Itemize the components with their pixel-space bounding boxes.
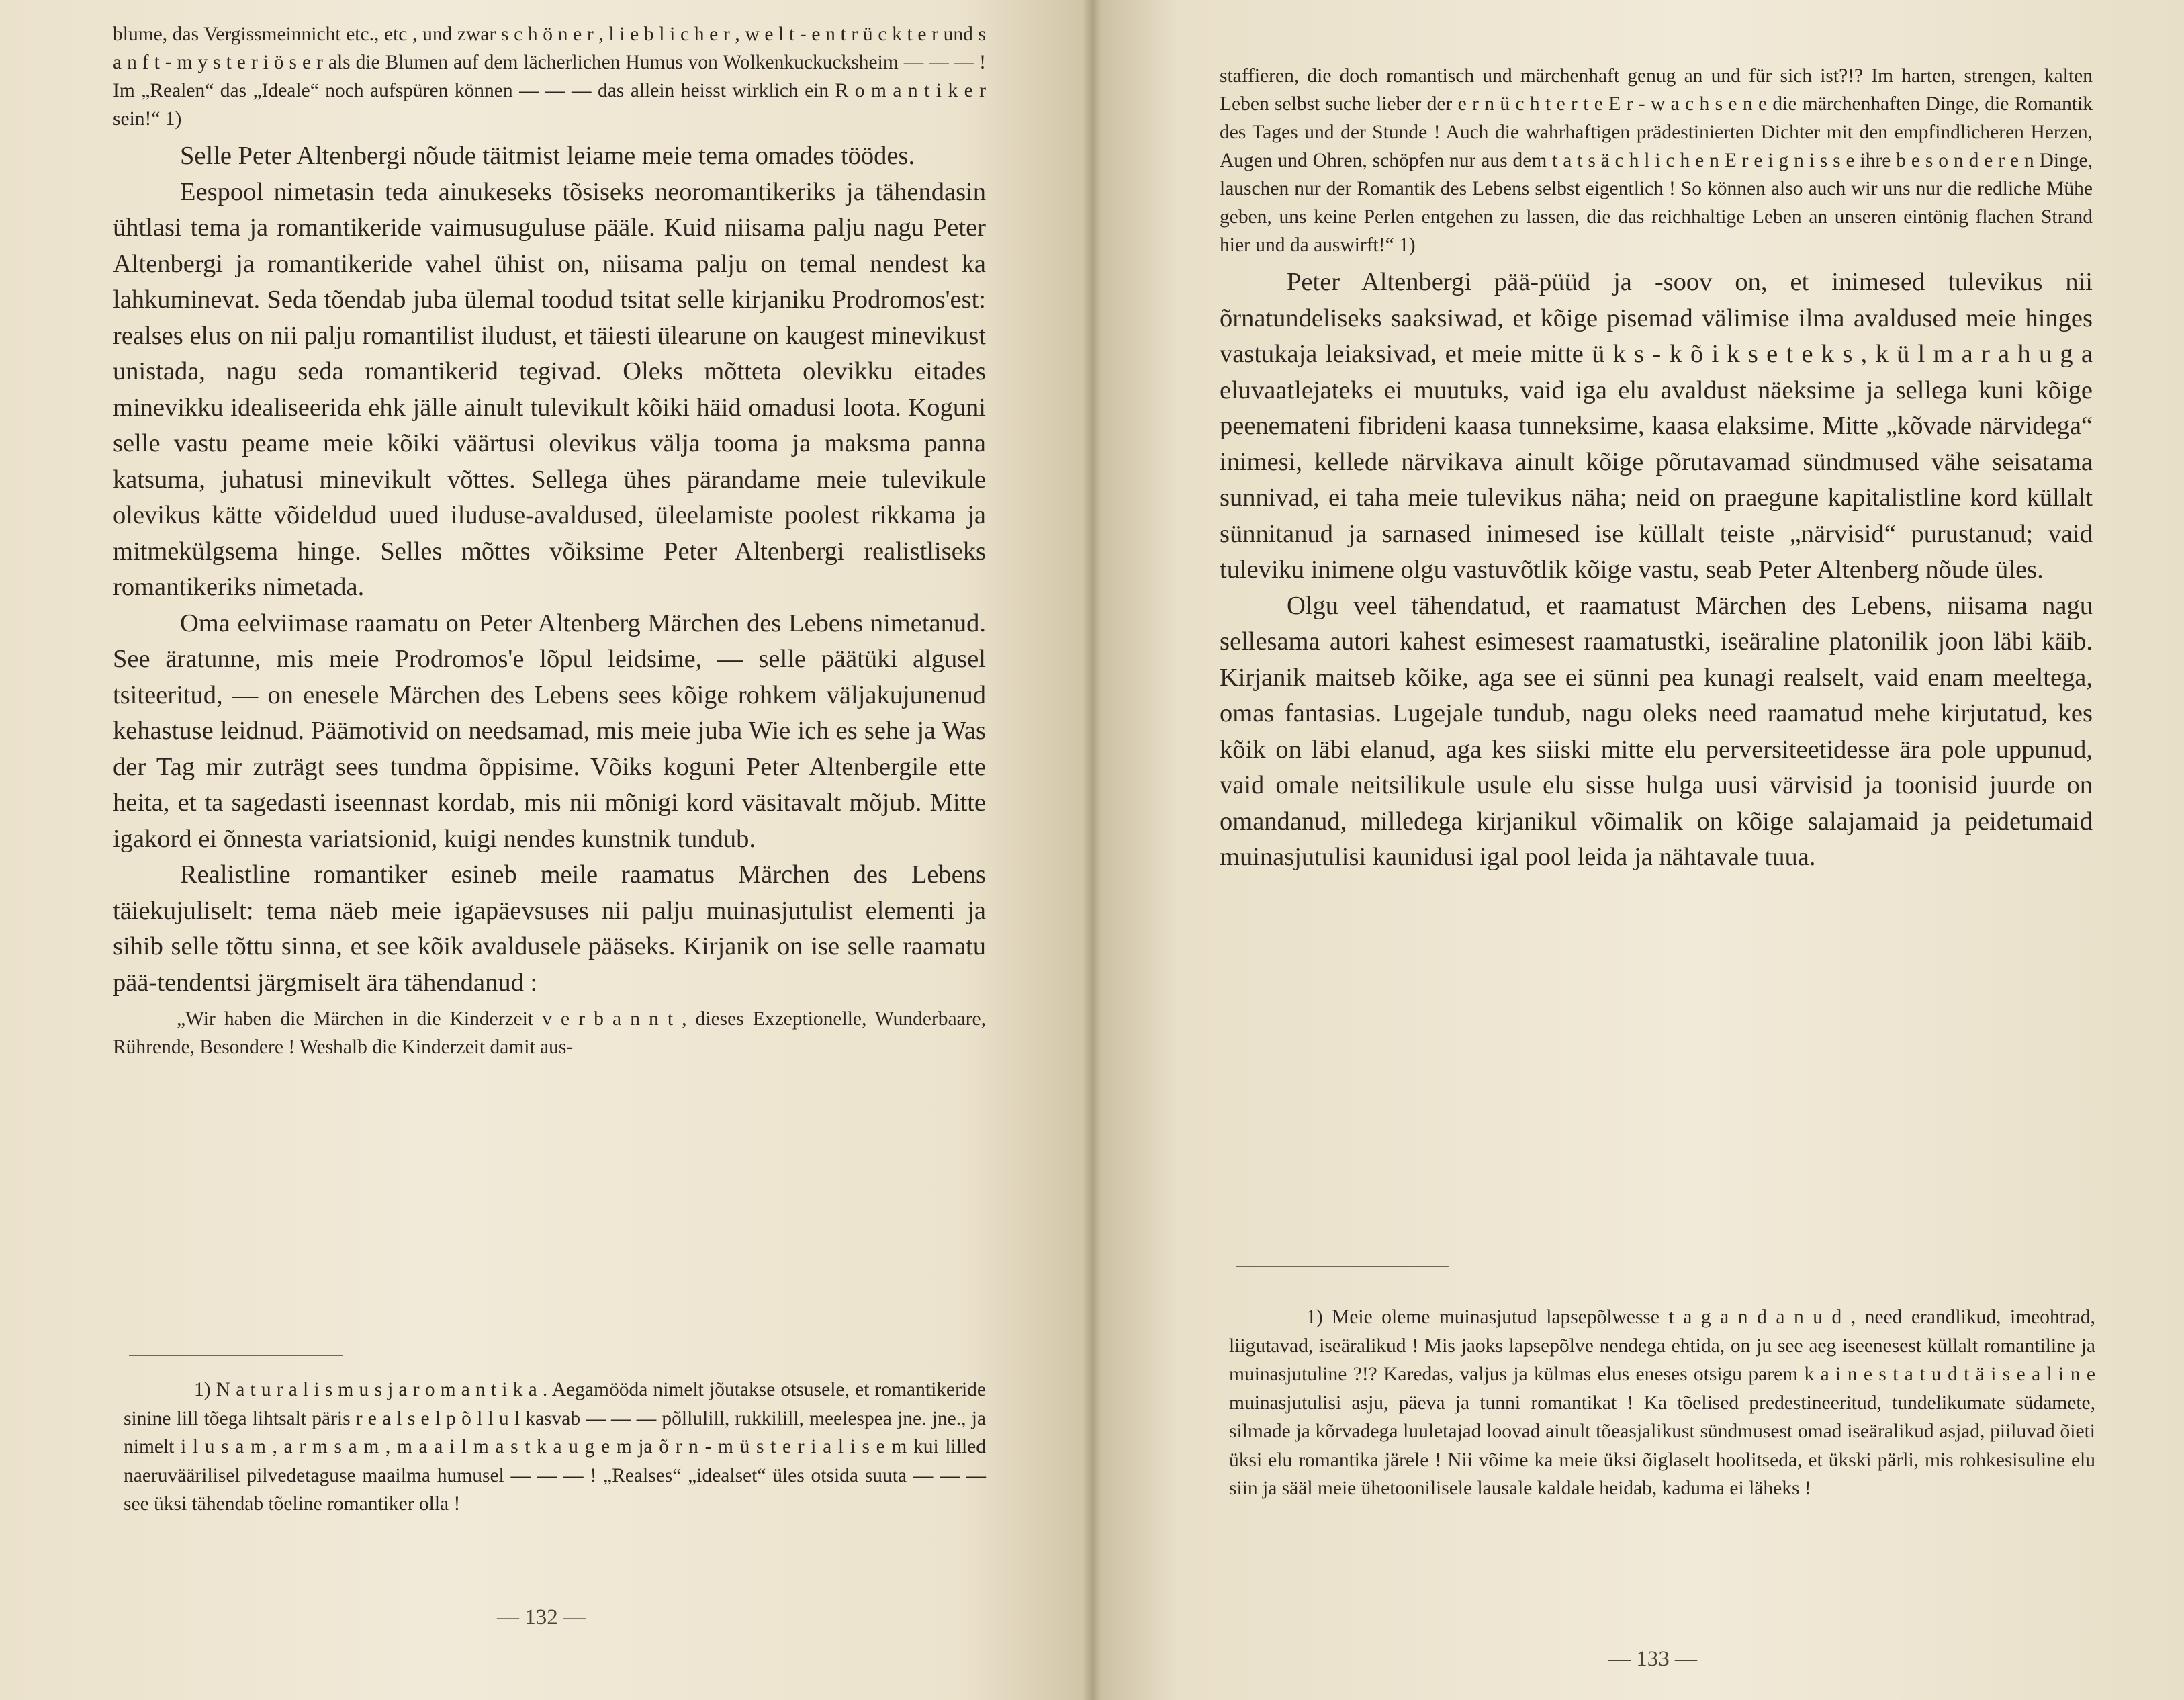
block-quote: „Wir haben die Märchen in die Kinderzeit v e r b a n n t , dieses Exzeptionelle, Wunderbaare, Rührende, Besondere ! Weshalb die Kinderzeit damit aus- bbox=[113, 1008, 986, 1058]
book-gutter bbox=[1083, 0, 1101, 1700]
right-text-column bbox=[1220, 62, 2093, 876]
page-number: — 132 — bbox=[497, 1605, 586, 1629]
footnote-rule bbox=[129, 1355, 343, 1356]
footnote: 1) Meie oleme muinasjutud lapsepõlwesse t a g a n d a n u d , need erandlikud, imeohtrad, liigutavad, iseäralikud ! Mis jaoks lapsepõlve nendega ehtida, on ju see aeg iseenesest küllalt romantiline ja muinasjutuline ?!? Karedas, valjus ja külmas elus eneses otsigu parem k a i n e s t a t u d t ä i s e a l i n e muinasjutulisi asju, päeva ja tunni romantikat ! Ka tõelised predestineeritud, tundelikumate südamete, silmade ja kõrvadega luuletajad loovad ainult tõeasjalikust sündmusest omad iseäralikud asjad, piiluvad õieti üksi elu romantika järele ! Nii võime ka meie üksi õiglaselt hoolitseda, et ükski pärli, mis rohkesisuline elu siin ja sääl meie ühetoonilisele lausale kaldale heidab, kaduma ei läheks ! bbox=[1229, 1306, 2095, 1499]
paragraph: Realistline romantiker esineb meile raamatus Märchen des Lebens täiekujuliselt: tema näeb meie igapäevsuses nii palju muinasjutulist elementi ja sihib selle tõttu sinna, et see kõik avaldusele pääseks. Kirjanik on ise selle raamatu pää-tendentsi järgmiselt ära tähendanud : bbox=[113, 860, 986, 997]
paragraph: Selle Peter Altenbergi nõude täitmist leiame meie tema omades töödes. bbox=[180, 142, 915, 170]
right-page bbox=[1092, 0, 2184, 1700]
footnote: 1) N a t u r a l i s m u s j a r o m a n t i k a . Aegamööda nimelt jõutakse otsusele, et romantikeride sinine lill tõega lihtsalt päris r e a l s e l p õ l l u l kasvab — — — põllulill, rukkilill, meelespea jne. jne., ja nimelt i l u s a m , a r m s a m , m a a i l m a s t k a u g e m ja õ r n - m ü s t e r i a l i s e m kui lilled naeruväärilisel pilvedetaguse maailma humusel — — — ! „Realses“ „idealset“ üles otsida suuta — — — see üksi tähendab tõeline romantiker olla ! bbox=[124, 1379, 986, 1515]
continued-quote: blume, das Vergissmeinnicht etc., etc , und zwar s c h ö n e r , l i e b l i c h e r , w e l t - e n t r ü c k t e r und s a n f t - m y s t e r i ö s e r als die Blumen auf dem lächerlichen Humus von Wolkenkuckucksheim — — — ! Im „Realen“ das „Ideale“ noch aufspüren können — — — das allein heisst wirklich ein R o m a n t i k e r sein!“ 1) bbox=[113, 24, 986, 130]
page-number: — 133 — bbox=[1608, 1647, 1697, 1671]
paragraph: Eespool nimetasin teda ainukeseks tõsiseks neoromantikeriks ja tähendasin ühtlasi tema ja romantikeride vaimusuguluse pääle. Kuid niisama palju nagu Peter Altenbergi ja romantikeride vahel ühist on, niisama palju on temal nendest ka lahkuminevat. Seda tõendab juba ülemal toodud tsitat selle kirjaniku Prodromos'est: realses elus on nii palju romantilist iludust, et täiesti ülearune on kaugest minevikust unistada, nagu seda romantikerid tegivad. Oleks mõtteta olevikku eitades minevikku idealiseerida ehk jälle ainult tulevikult kõiki häid omadusi loota. Koguni selle vastu peame meie kõiki väärtusi olevikus välja tooma ja maksma panna katsuma, juhatusi minevikult võttes. Sellega ühes pärandame meie tulevikule olevikus kätte võideldud uued iluduse-avaldused, üleelamiste poolest rikkama ja mitmekülgsema hinge. Selles mõttes võiksime Peter Altenbergi realistliseks romantikeriks nimetada. bbox=[113, 177, 986, 601]
footnote-rule bbox=[1236, 1266, 1449, 1267]
continued-quote: staffieren, die doch romantisch und märchenhaft genug an und für sich ist?!? Im harten, strengen, kalten Leben selbst suche lieber der e r n ü c h t e r t e E r - w a c h s e n e die märchenhaften Dinge, die Romantik des Tages und der Stunde ! Auch die wahrhaftigen prädestinierten Dichter mit den empfindlicheren Herzen, Augen und Ohren, schöpfen nur aus dem t a t s ä c h l i c h e n E r e i g n i s s e ihre b e s o n d e r e n Dinge, lauschen nur der Romantik des Lebens selbst eigentlich ! So können also auch wir uns nur die redliche Mühe geben, uns keine Perlen entgehen zu lassen, die das reichhaltige Leben an unseren eintönig flachen Strand hier und da auswirft!“ 1) bbox=[1220, 65, 2093, 256]
paragraph: Oma eelviimase raamatu on Peter Altenberg Märchen des Lebens nimetanud. See äratunne, mis meie Prodromos'e lõpul leidsime, — selle päätüki algusel tsiteeritud, — on enesele Märchen des Lebens sees kõige rohkem väljakujunenud kehastuse leidnud. Päämotivid on needsamad, mis meie juba Wie ich es sehe ja Was der Tag mir zuträgt sees tundma õppisime. Võiks koguni Peter Altenbergile ette heita, et ta sagedasti iseennast kordab, mis nii mõnigi kord väsitavalt mõjub. Mitte igakord ei õnnesta variatsionid, kuigi nendes kunstnik tundub. bbox=[113, 609, 986, 853]
left-text-column bbox=[113, 20, 986, 1061]
paragraph: Olgu veel tähendatud, et raamatust Märchen des Lebens, niisama nagu sellesama autori kahest esimesest raamatustki, iseäraline platonilik joon läbi käib. Kirjanik maitseb kõike, aga see ei sünni pea kunagi realselt, vaid enam meeltega, omas fantasias. Lugejale tundub, nagu oleks need raamatud mehe kirjutatud, kes kõik on läbi elanud, aga kes siiski mitte elu perversiteetidesse ära pole uppunud, vaid omale neitsilikule usule elu sisse hulga uusi värvisid ja toonisid juurde on omandanud, milledega kirjanikul võimalik on kõige salajamaid ja peidetumaid muinasjutulisi kaunidusi igal pool leida ja nähtavale tuua. bbox=[1220, 591, 2093, 871]
paragraph: Peter Altenbergi pää-püüd ja -soov on, et inimesed tulevikus nii õrnatundeliseks saaksiwad, et kõige pisemad välimise ilma avaldused meie hinges vastukaja leiaksivad, et meie mitte ü k s - k õ i k s e t e k s , k ü l m a r a h u g a eluvaatlejateks ei muutuks, vaid iga elu avaldust näeksime ja sellega kuni kõige peenemateni fibrideni kaasa tunneksime, kaasa elaksime. Mitte „kõvade närvidega“ inimesi, kellede närvikava ainult kõige põrutavamad sündmused vähe seisatama sunnivad, ei taha meie tulevikus näha; neid on praegune kapitalistline kord küllalt sünnitanud ja sarnased inimesed ise küllalt teiste „närvisid“ purustanud; vaid tuleviku inimene olgu vastuvõtlik kõige vastu, seab Peter Altenberg nõude üles. bbox=[1220, 268, 2093, 584]
